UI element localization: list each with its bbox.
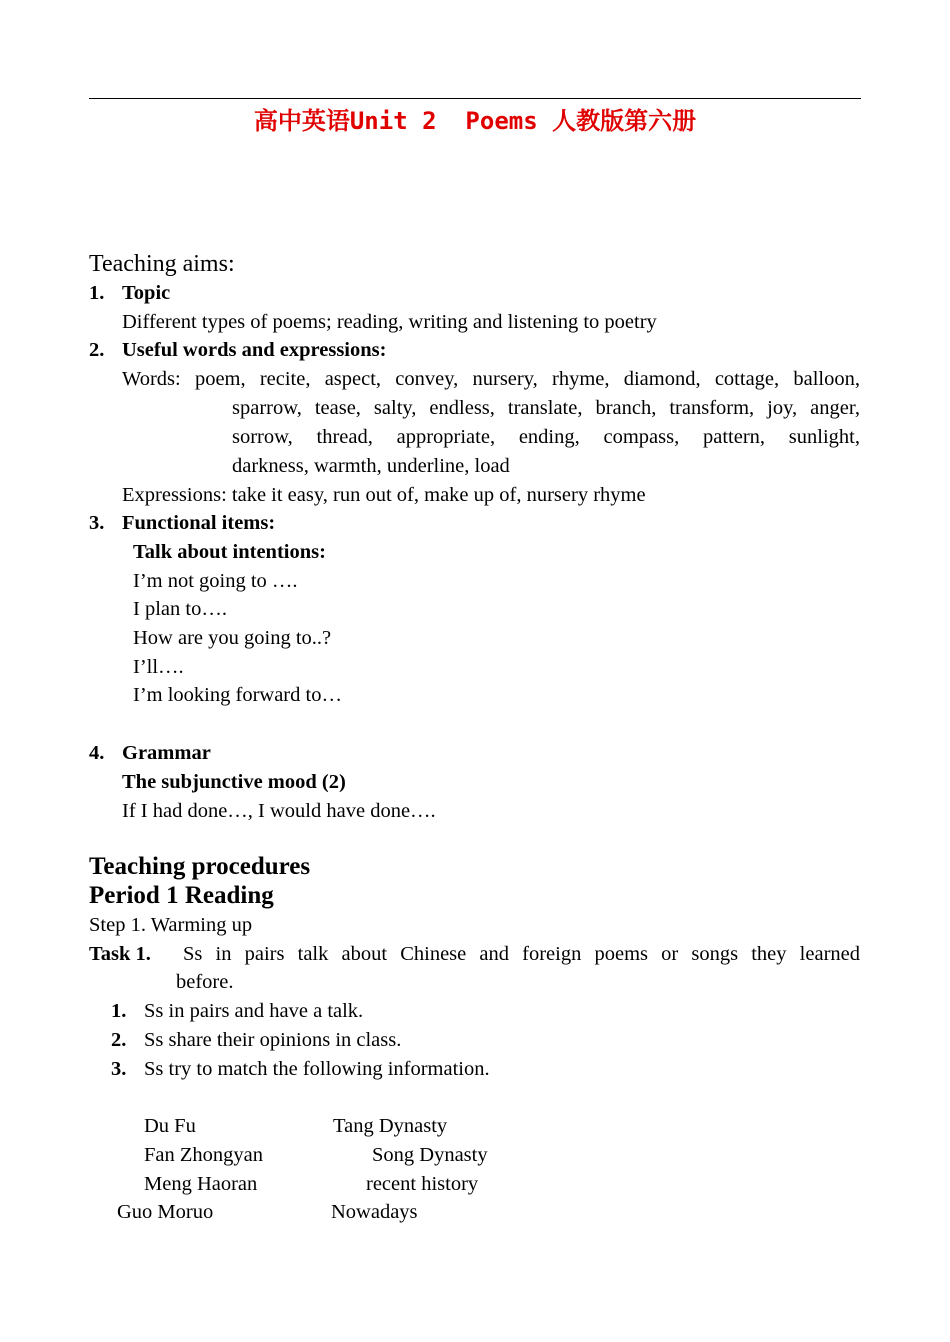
item-number: 1. bbox=[89, 282, 105, 304]
procedures-heading: Teaching procedures bbox=[89, 853, 311, 880]
header-rule bbox=[89, 98, 861, 99]
intention-phrase: How are you going to..? bbox=[133, 627, 332, 649]
step-item-text: Ss try to match the following information. bbox=[144, 1058, 490, 1080]
poet-name: Du Fu bbox=[144, 1115, 196, 1137]
step-item-number: 3. bbox=[111, 1058, 127, 1080]
intentions-label: Talk about intentions: bbox=[133, 541, 326, 563]
topic-text: Different types of poems; reading, writing and listening to poetry bbox=[122, 311, 657, 333]
task-text-continued: before. bbox=[176, 971, 234, 993]
intention-phrase: I’m looking forward to… bbox=[133, 684, 342, 706]
task-label: Task 1. bbox=[89, 943, 151, 965]
words-line: Words: poem, recite, aspect, convey, nursery, rhyme, diamond, cottage, balloon, bbox=[122, 368, 860, 390]
words-line: darkness, warmth, underline, load bbox=[232, 455, 510, 477]
period-heading: Period 1 Reading bbox=[89, 882, 274, 909]
words-line: sparrow, tease, salty, endless, translate, branch, transform, joy, anger, bbox=[232, 397, 860, 419]
grammar-label: Grammar bbox=[122, 742, 211, 764]
intention-phrase: I’m not going to …. bbox=[133, 570, 298, 592]
expressions-line: Expressions: take it easy, run out of, make up of, nursery rhyme bbox=[122, 484, 646, 506]
teaching-aims-heading: Teaching aims: bbox=[89, 251, 235, 277]
subjunctive-label: The subjunctive mood (2) bbox=[122, 771, 346, 793]
grammar-example: If I had done…, I would have done…. bbox=[122, 800, 436, 822]
poet-name: Fan Zhongyan bbox=[144, 1144, 263, 1166]
dynasty-name: recent history bbox=[366, 1173, 479, 1195]
poet-name: Guo Moruo bbox=[117, 1201, 214, 1223]
item-number: 4. bbox=[89, 742, 105, 764]
step-item-text: Ss in pairs and have a talk. bbox=[144, 1000, 364, 1022]
step-item-text: Ss share their opinions in class. bbox=[144, 1029, 402, 1051]
dynasty-name: Nowadays bbox=[331, 1201, 418, 1223]
task-text: Ss in pairs talk about Chinese and foreign poems or songs they learned bbox=[183, 943, 860, 965]
document-title: 高中英语Unit 2 Poems 人教版第六册 bbox=[253, 107, 697, 135]
item-number: 3. bbox=[89, 512, 105, 534]
functional-items-label: Functional items: bbox=[122, 512, 276, 534]
dynasty-name: Tang Dynasty bbox=[333, 1115, 448, 1137]
topic-label: Topic bbox=[122, 282, 171, 304]
intention-phrase: I plan to…. bbox=[133, 598, 227, 620]
item-number: 2. bbox=[89, 339, 105, 361]
useful-words-label: Useful words and expressions: bbox=[122, 339, 387, 361]
poet-name: Meng Haoran bbox=[144, 1173, 258, 1195]
step-heading: Step 1. Warming up bbox=[89, 914, 253, 936]
words-line: sorrow, thread, appropriate, ending, compass, pattern, sunlight, bbox=[232, 426, 860, 448]
dynasty-name: Song Dynasty bbox=[372, 1144, 488, 1166]
step-item-number: 2. bbox=[111, 1029, 127, 1051]
intention-phrase: I’ll…. bbox=[133, 656, 184, 678]
step-item-number: 1. bbox=[111, 1000, 127, 1022]
